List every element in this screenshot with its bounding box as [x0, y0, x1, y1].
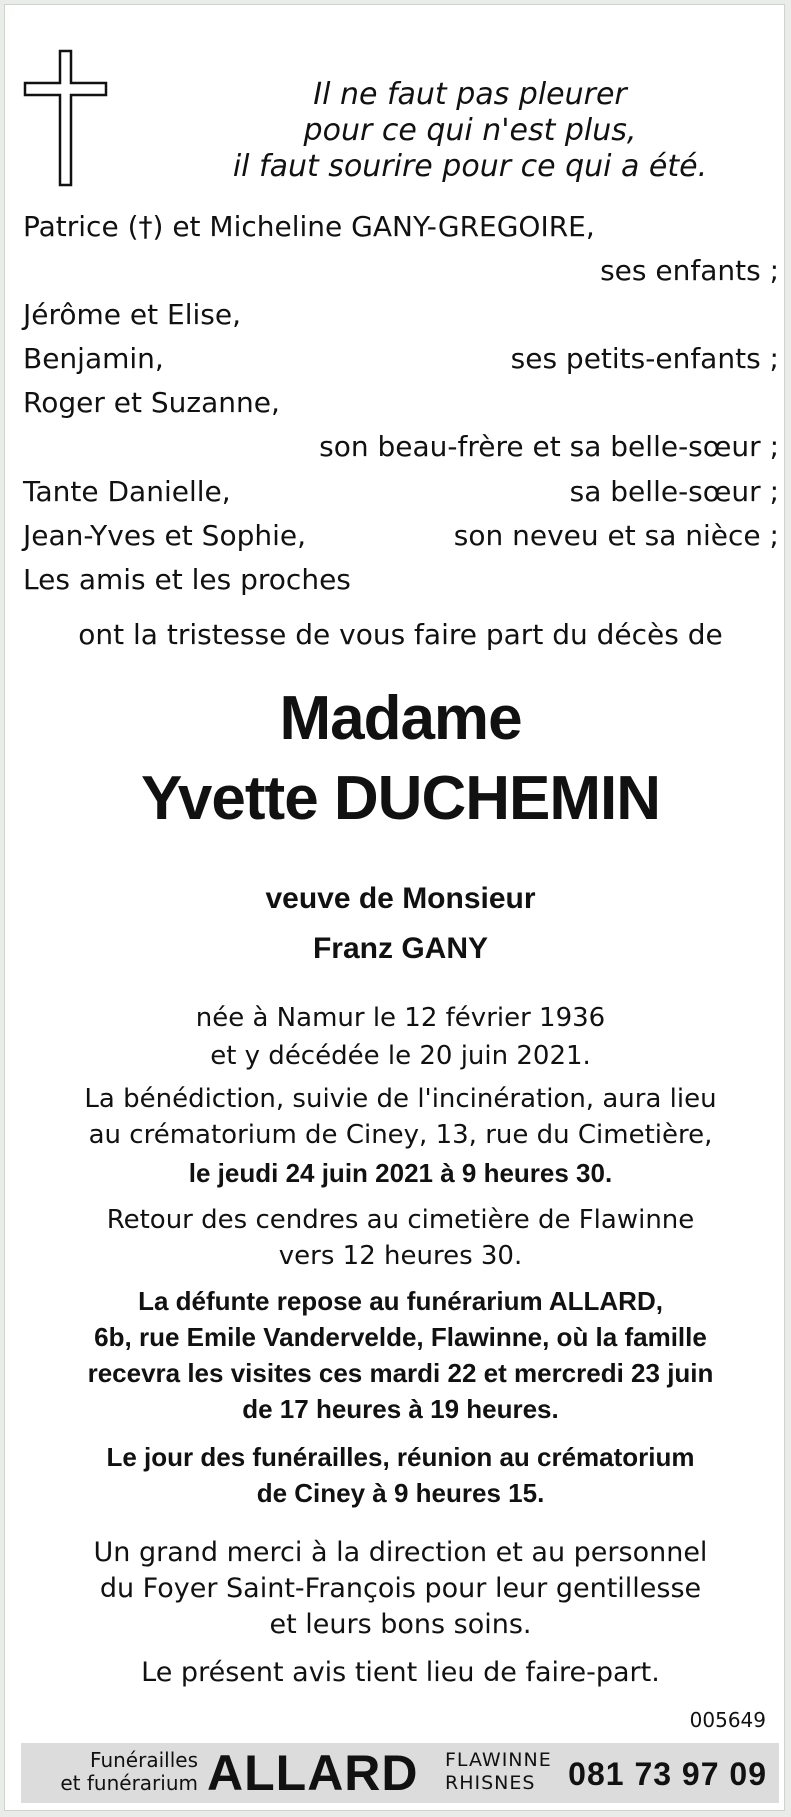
obituary-sheet — [4, 4, 785, 1811]
poem — [220, 77, 720, 185]
ashes-line: Retour des cendres au cimetière de Flawinne — [106, 1205, 695, 1235]
funeral-home-phone: 081 73 97 09 — [568, 1756, 767, 1792]
funeral-home-cities — [445, 1749, 552, 1795]
rest-line: recevra les visites ces mardi 22 et mercredi 23 juin — [87, 1358, 714, 1388]
family-relation: ses enfants ; — [600, 254, 779, 287]
family-name: Jérôme et Elise, — [23, 298, 241, 331]
family-relation: ses petits-enfants ; — [510, 342, 779, 375]
reference-number: 005649 — [689, 1708, 766, 1732]
death-line: et y décédée le 20 juin 2021. — [210, 1041, 591, 1071]
family-relation: sa belle-sœur ; — [569, 475, 779, 508]
family-name: Roger et Suzanne, — [23, 386, 280, 419]
ceremony-date: le jeudi 24 juin 2021 à 9 heures 30. — [188, 1158, 613, 1188]
family-name: Tante Danielle, — [23, 475, 231, 508]
poem-line: Il ne faut pas pleurer — [313, 77, 627, 112]
poem-line: il faut sourire pour ce qui a été. — [232, 149, 708, 184]
meeting-line: Le jour des funérailles, réunion au crématorium — [106, 1442, 695, 1472]
thanks-line: du Foyer Saint-François pour leur gentillesse — [99, 1573, 702, 1604]
city-line: RHISNES — [445, 1772, 536, 1794]
birth-line: née à Namur le 12 février 1936 — [195, 1003, 606, 1033]
rest-line: La défunte repose au funérarium ALLARD, — [138, 1286, 663, 1316]
deceased-title: Madame — [279, 684, 522, 753]
poem-line: pour ce qui n'est plus, — [303, 113, 637, 148]
announcement: ont la tristesse de vous faire part du décès de — [78, 618, 723, 651]
ceremony-line: au crématorium de Ciney, 13, rue du Cimetière, — [88, 1120, 713, 1150]
family-relation: son beau-frère et sa belle-sœur ; — [319, 430, 779, 463]
rest-line: de 17 heures à 19 heures. — [242, 1394, 559, 1424]
notice: Le présent avis tient lieu de faire-part. — [141, 1657, 660, 1688]
cross-icon — [22, 49, 126, 187]
services-line: Funérailles — [90, 1748, 198, 1772]
spouse-line: veuve de Monsieur — [265, 882, 536, 915]
funeral-home-services — [33, 1749, 198, 1795]
family-name: Jean-Yves et Sophie, — [23, 519, 306, 552]
funeral-home-brand: ALLARD — [207, 1745, 419, 1801]
ashes-line: vers 12 heures 30. — [278, 1241, 523, 1271]
rest-line: 6b, rue Emile Vandervelde, Flawinne, où la famille — [94, 1322, 707, 1352]
family-name: Patrice (†) et Micheline GANY-GREGOIRE, — [23, 210, 595, 243]
thanks-line: et leurs bons soins. — [269, 1609, 532, 1640]
family-name: Benjamin, — [23, 342, 164, 375]
services-line: et funérarium — [60, 1771, 198, 1795]
city-line: FLAWINNE — [445, 1749, 552, 1771]
deceased-name: Yvette DUCHEMIN — [141, 764, 660, 833]
funeral-home-banner — [21, 1743, 779, 1803]
ceremony-line: La bénédiction, suivie de l'incinération, aura lieu — [84, 1084, 717, 1114]
meeting-line: de Ciney à 9 heures 15. — [256, 1478, 545, 1508]
family-relation: son neveu et sa nièce ; — [453, 519, 779, 552]
spouse-name: Franz GANY — [312, 932, 489, 965]
family-name: Les amis et les proches — [23, 563, 351, 596]
thanks-line: Un grand merci à la direction et au personnel — [93, 1537, 708, 1568]
